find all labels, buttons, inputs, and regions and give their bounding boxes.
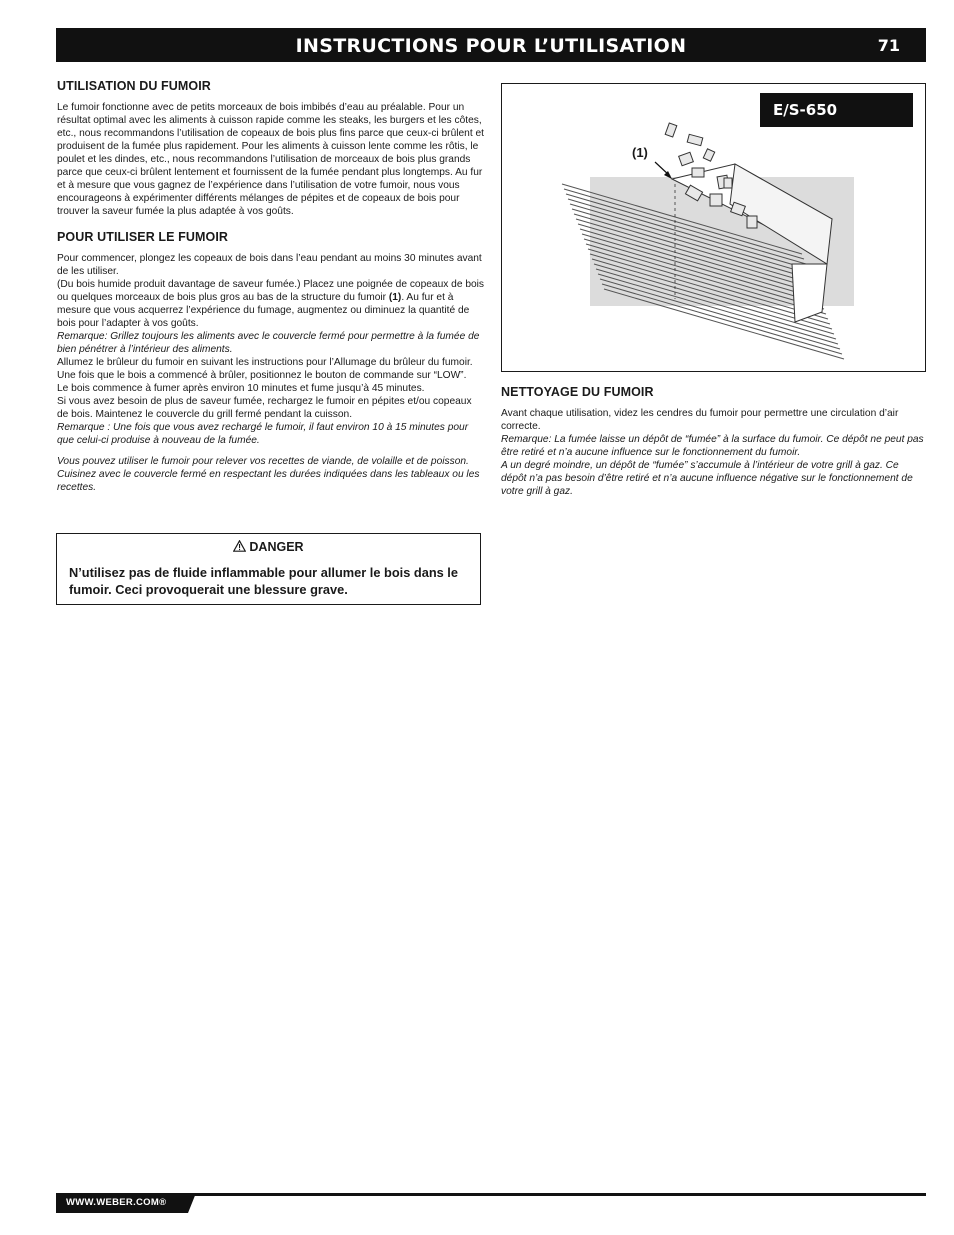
callout-ref: (1) (388, 292, 402, 303)
note-lid-closed: Remarque: Grillez toujours les aliments avec le couvercle fermé pour permettre à la fumée de bien pénétrer à l’intérieur des aliments. (57, 331, 480, 355)
danger-box (56, 533, 481, 605)
section-title-pour-utiliser: POUR UTILISER LE FUMOIR (57, 230, 229, 244)
right-column (501, 385, 926, 498)
paragraph-utilisation: Le fumoir fonctionne avec de petits morceaux de bois imbibés d’eau au préalable. Pour un résultat optimal avec les aliments à cuisson rapide comme les steaks, les burgers et les côtes, etc., nous recommandons l’utilisation de copeaux de bois plus fins parce que ceux-ci brûlent et produisent de la fumée plus rapidement. Pour les aliments à cuisson lente comme les rôtis, le poulet et les dindes, etc., nous recommandons l’utilisation de morceaux de bois plus grands parce que ceux-ci brûlent lentement et fournissent de la fumée pendant plus longtemps. Au fur et à mesure que vous gagnez de l’expérience dans l’utilisation de votre fumoir, nous vous encourageons à expérimenter différents mélanges de pépites et de copeaux de bois pour trouver la saveur fumée la plus adaptée à vos goûts. (57, 102, 484, 217)
section-title-utilisation: UTILISATION DU FUMOIR (57, 79, 211, 93)
danger-text: N’utilisez pas de fluide inflammable pour allumer le bois dans le fumoir. Ceci provoquerait une blessure grave. (69, 565, 458, 597)
note-reload-time: Remarque : Une fois que vous avez rechargé le fumoir, il faut environ 10 à 15 minutes pour que celui-ci produise à nouveau de la fumée. (57, 422, 469, 446)
page-title: INSTRUCTIONS POUR L’UTILISATION (295, 35, 687, 57)
paragraph-soak: Pour commencer, plongez les copeaux de bois dans l’eau pendant au moins 30 minutes avant de les utiliser. (57, 253, 482, 277)
paragraph-clean: Avant chaque utilisation, videz les cendres du fumoir pour permettre une circulation d’air correcte. (501, 408, 899, 432)
paragraph-place-wood: (Du bois humide produit davantage de saveur fumée.) Placez une poignée de copeaux de bois ou quelques morceaux de bois plus gros au bas de la structure du fumoir (1). Au fur et à mesure que vous acquerrez l’expérience du fumage, augmentez ou diminuez la quantité de bois pour l’adapter à vos goûts. (57, 279, 485, 329)
section-title-nettoyage: NETTOYAGE DU FUMOIR (501, 385, 654, 399)
warning-icon (233, 540, 246, 552)
page-number: 71 (877, 36, 900, 55)
left-column (57, 79, 485, 494)
header-bar (56, 28, 926, 62)
smoker-figure (501, 83, 926, 372)
footer-link[interactable]: WWW.WEBER.COM® (66, 1197, 167, 1208)
paragraph-reload: Si vous avez besoin de plus de saveur fumée, rechargez le fumoir en pépites et/ou copeaux de bois. Maintenez le couvercle du grill fermé pendant la cuisson. (57, 396, 472, 420)
note-deposit: Remarque: La fumée laisse un dépôt de “fumée” à la surface du fumoir. Ce dépôt ne peut pas être retiré et n’a aucune influence sur le fonctionnement du fumoir. (501, 434, 924, 458)
paragraph-smoke-time: Le bois commence à fumer après environ 10 minutes et fume jusqu’à 45 minutes. (57, 383, 425, 394)
model-badge: E/S-650 (760, 93, 913, 127)
figure-callout: (1) (632, 145, 648, 160)
note-grill-deposit: A un degré moindre, un dépôt de “fumée” s’accumule à l’intérieur de votre grill à gaz. Ce dépôt n’a pas besoin d’être retiré et n’a aucune influence négative sur le fonctionnement de votre grill à gaz. (501, 460, 913, 497)
smoker-illustration (502, 84, 925, 371)
note-recipes: Vous pouvez utiliser le fumoir pour relever vos recettes de viande, de volaille et de poisson. Cuisinez avec le couvercle fermé en respectant les durées indiquées dans les tableaux ou les recettes. (57, 456, 480, 493)
paragraph-ignite: Allumez le brûleur du fumoir en suivant les instructions pour l’Allumage du brûleur du fumoir. Une fois que le bois a commencé à brûler, positionnez le bouton de commande sur “LOW”. (57, 357, 473, 381)
danger-heading: DANGER (57, 540, 480, 554)
